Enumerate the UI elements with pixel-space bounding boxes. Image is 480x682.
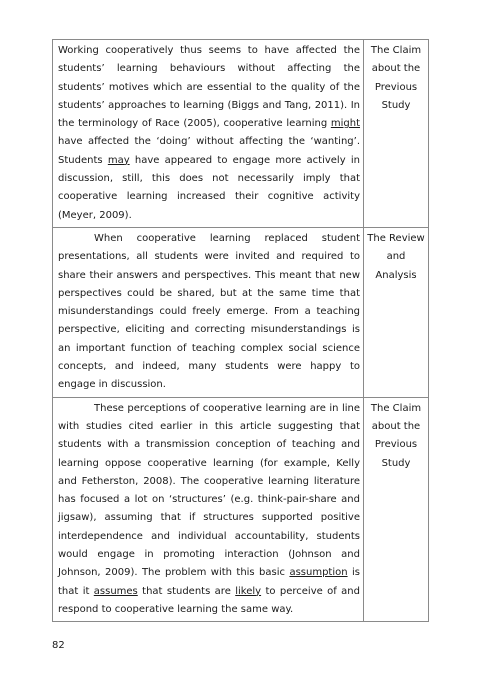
label-line: Previous xyxy=(374,439,418,451)
text-cell xyxy=(53,228,364,397)
analysis-table xyxy=(52,39,429,622)
paragraph: When cooperative learning replaced student presentations, all students were invited and required to share their answers and perspectives. This meant that new perspectives could be shared, but at the same time that misunderstandings could freely emerge. From a teaching perspective, eliciting and correcting misunderstandings is an important function of teaching complex social science concepts, and indeed, many students were happy to engage in discussion. xyxy=(58,232,360,391)
label-line: Previous xyxy=(374,81,418,93)
underlined-word: assumption xyxy=(289,567,348,579)
text-cell xyxy=(53,398,364,622)
paragraph: These perceptions of cooperative learning are in line with studies cited earlier in this article suggesting that students with a transmission conception of teaching and learning oppose cooperative learning (for example, Kelly and Fetherston, 2008). The cooperative learning literature has focused a lot on ‘structures’ (e.g. think-pair-share and jigsaw), assuming that if structures supported positive interdependence and individual accountability, students would engage in promoting interaction (Johnson and Johnson, 2009). The problem with this basic assumption is that it assumes that students are likely to perceive of and respond to cooperative learning the same way. xyxy=(58,402,360,615)
table-row xyxy=(53,227,428,397)
underlined-word: may xyxy=(107,154,130,166)
label-line: Study xyxy=(381,99,411,111)
label-line: and xyxy=(386,251,406,263)
label-line: The Claim xyxy=(370,402,422,414)
underlined-word: likely xyxy=(235,585,262,597)
label-line: about the xyxy=(371,63,421,75)
table-row xyxy=(53,397,428,622)
label-line: Analysis xyxy=(375,269,417,281)
label-line: The Claim xyxy=(370,45,422,56)
underlined-word: assumes xyxy=(93,585,138,597)
label-line: Study xyxy=(381,457,411,469)
label-line: The Review xyxy=(367,232,425,244)
page-number: 82 xyxy=(52,640,65,651)
paragraph: Working cooperatively thus seems to have affected the students’ learning behaviours without affecting the students’ motives which are essential to the quality of the students’ approaches to learning (Biggs and Tang, 2011). In the terminology of Race (2005), cooperative learning might have affected the ‘doing’ without affecting the ‘wanting’. Students may have appeared to engage more actively in discussion, still, this does not necessarily imply that cooperative learning increased their cognitive activity (Meyer, 2009). xyxy=(58,45,360,221)
table-row xyxy=(53,40,428,227)
label-line: about the xyxy=(371,420,421,432)
text-cell xyxy=(53,40,364,227)
label-cell xyxy=(364,228,428,397)
label-cell xyxy=(364,398,428,622)
underlined-word: might xyxy=(330,118,360,130)
label-cell xyxy=(364,40,428,227)
